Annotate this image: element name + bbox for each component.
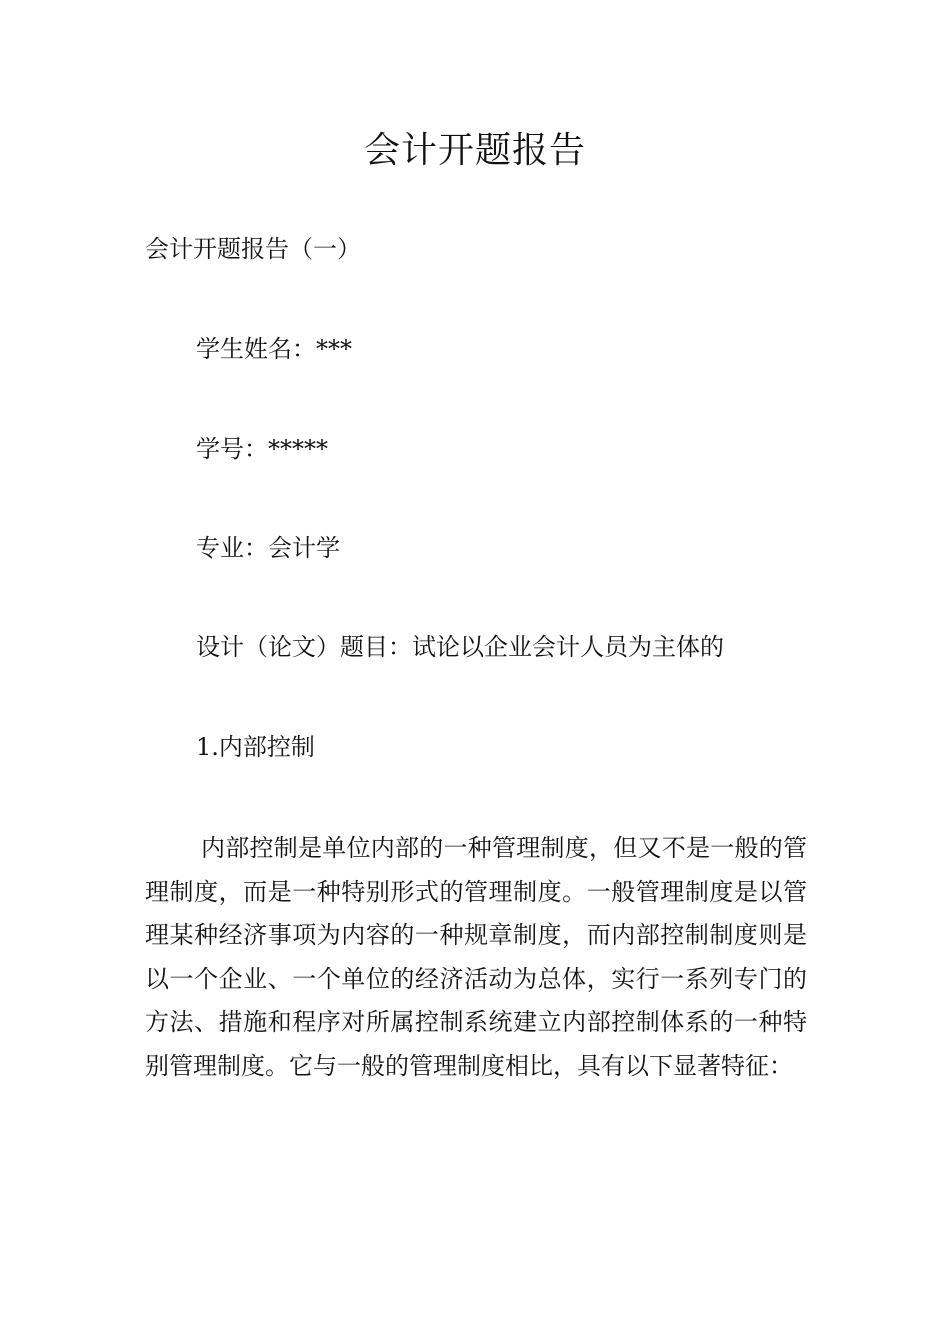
section-heading: 1.内部控制 [196, 733, 315, 761]
report-subtitle: 会计开题报告（一） [145, 235, 361, 263]
body-paragraph: 内部控制是单位内部的一种管理制度，但又不是一般的管理制度，而是一种特别形式的管理制度。一般管理制度是以管理某种经济事项为内容的一种规章制度，而内部控制制度则是以一个企业、一个单位的经济活动为总体，实行一系列专门的方法、措施和程序对所属控制系统建立内部控制体系的一种特别管理制度。它与一般的管理制度相比，具有以下显著特征： [145, 834, 807, 1080]
student-name-line: 学生姓名：*** [196, 335, 352, 363]
thesis-topic-line: 设计（论文）题目：试论以企业会计人员为主体的 [196, 633, 724, 661]
major-line: 专业：会计学 [196, 534, 340, 562]
document-title: 会计开题报告 [363, 130, 586, 171]
student-id-line: 学号：***** [196, 435, 328, 463]
